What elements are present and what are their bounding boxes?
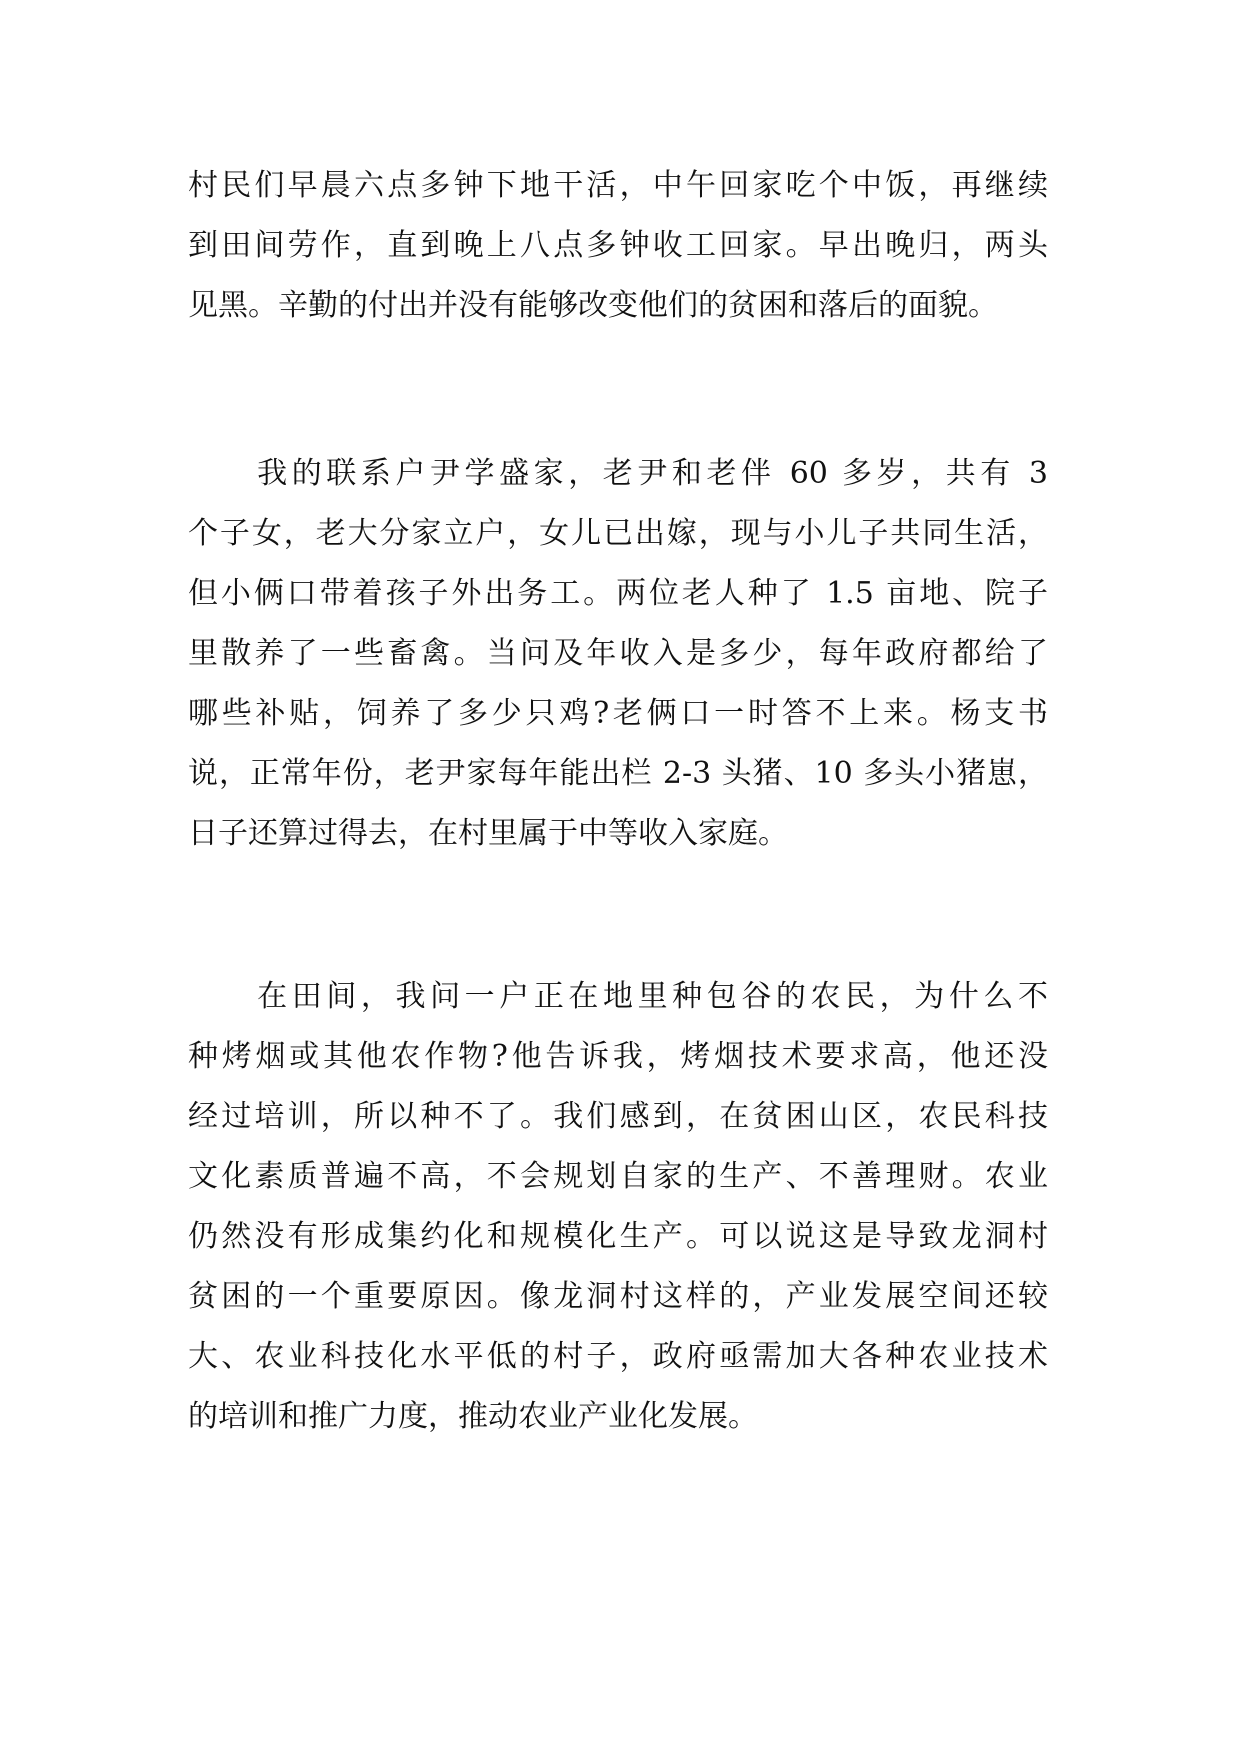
text-line: 经过培训，所以种不了。我们感到，在贫困山区，农民科技 [188, 1099, 1048, 1134]
text-line: 贫困的一个重要原因。像龙洞村这样的，产业发展空间还较 [188, 1279, 1048, 1314]
text-line: 大、农业科技化水平低的村子，政府亟需加大各种农业技术 [188, 1339, 1048, 1374]
text-line: 见黑。辛勤的付出并没有能够改变他们的贫困和落后的面貌。 [188, 288, 998, 323]
paragraph-contact-household [188, 444, 1048, 864]
text-line: 到田间劳作，直到晚上八点多钟收工回家。早出晚归，两头 [188, 228, 1048, 263]
text-line: 里散养了一些畜禽。当问及年收入是多少，每年政府都给了 [188, 636, 1048, 671]
text-line: 村民们早晨六点多钟下地干活，中午回家吃个中饭，再继续 [188, 168, 1048, 203]
text-line: 种烤烟或其他农作物?他告诉我，烤烟技术要求高，他还没 [188, 1039, 1048, 1074]
paragraph-villagers-labor [188, 156, 1048, 336]
text-line: 但小俩口带着孩子外出务工。两位老人种了 1.5 亩地、院子 [188, 576, 1048, 611]
paragraph-field-farmer [188, 967, 1048, 1447]
text-line: 在田间，我问一户正在地里种包谷的农民，为什么不 [188, 979, 1048, 1014]
text-line: 的培训和推广力度，推动农业产业化发展。 [188, 1399, 758, 1434]
text-line: 我的联系户尹学盛家，老尹和老伴 60 多岁，共有 3 [188, 456, 1048, 491]
text-line: 仍然没有形成集约化和规模化生产。可以说这是导致龙洞村 [188, 1219, 1048, 1254]
text-line: 文化素质普遍不高，不会规划自家的生产、不善理财。农业 [188, 1159, 1048, 1194]
text-line: 个子女，老大分家立户，女儿已出嫁，现与小儿子共同生活， [188, 516, 1048, 551]
text-line: 说，正常年份，老尹家每年能出栏 2-3 头猪、10 多头小猪崽， [188, 756, 1048, 791]
text-line: 日子还算过得去，在村里属于中等收入家庭。 [188, 816, 788, 851]
text-line: 哪些补贴，饲养了多少只鸡?老俩口一时答不上来。杨支书 [188, 696, 1048, 731]
